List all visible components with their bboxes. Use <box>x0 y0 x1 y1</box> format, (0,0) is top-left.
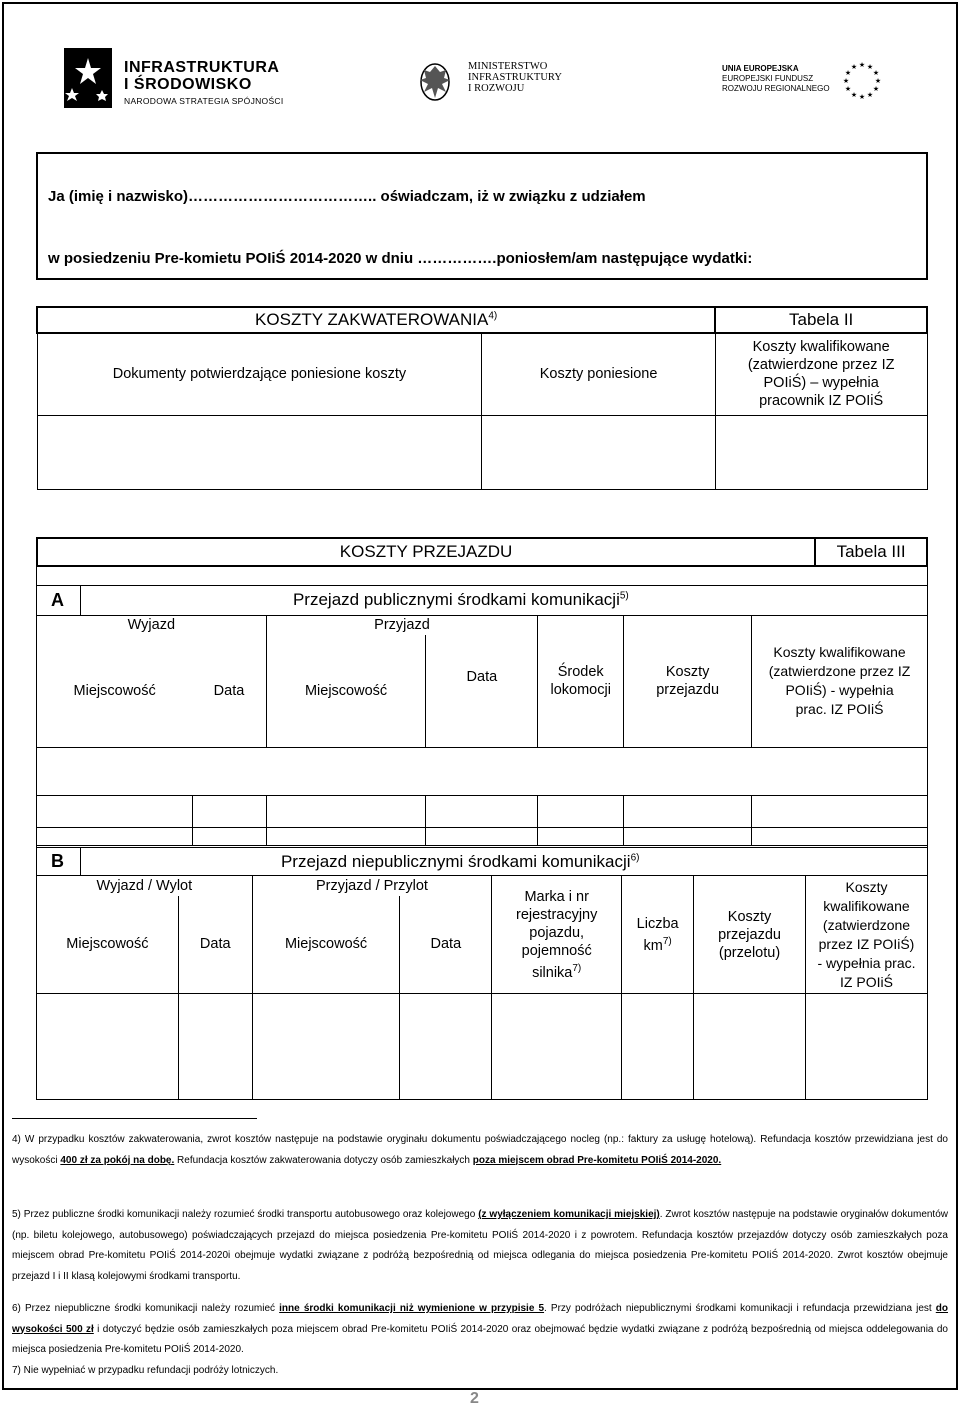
travel-cost-b-cell[interactable] <box>694 994 806 1100</box>
svg-text:★: ★ <box>850 64 858 71</box>
travel-table-header <box>36 537 928 567</box>
documents-header: Dokumenty potwierdzające poniesione koszty <box>37 333 482 415</box>
footnote-6: 6) Przez niepubliczne środki komunikacji należy rozumieć inne środki komunikacji niż wymienione w przypisie 5. Przy podróżach niepublicznymi środkami komunikacji i refundacja przewidziana jest do wysokości 500 zł i dotyczyć będzie osób zamieszkałych poza miejscem obrad Pre-komitetu POIiŚ 2014-2020 oraz obejmować będzie wydatki związane z podróżą bezpośrednią od miejsca oddelegowania do miejsca posiedzenia Pre-komitetu POIiŚ 2014-2020. <box>12 1303 948 1355</box>
travel-cost-b-header: Koszty przejazdu (przelotu) <box>694 876 806 994</box>
section-b-spacer <box>37 828 928 848</box>
date1-b-header: Data <box>178 896 252 994</box>
qualified-costs-header: Koszty kwalifikowane (zatwierdzone przez IZ POIiŚ) – wypełnia pracownik IZ POIiŚ <box>715 333 927 415</box>
footnote-6-definition: inne środki komunikacji niż wymienione w przypisie 5 <box>279 1303 545 1314</box>
date1-header: Data <box>192 635 266 747</box>
section-a-spacer <box>37 565 928 585</box>
infrastruktura-logo <box>58 42 308 114</box>
place1-b-header: Miejscowość <box>37 896 179 994</box>
departure-header: Wyjazd <box>37 615 267 635</box>
ministry-logo <box>410 58 610 104</box>
star-emblem-icon <box>58 42 118 114</box>
travel-cost-header: Koszty przejazdu <box>624 615 752 747</box>
infra-line2: I ŚRODOWISKO <box>124 76 252 93</box>
declaration-line2: w posiedzeniu Pre-komietu POIiŚ 2014-2020 w dniu …………….poniosłem/am następujące wydatki: <box>48 250 753 267</box>
footnote-4-scope: poza miejscem obrad Pre-komitetu POIiŚ 2014-2020. <box>472 1154 722 1166</box>
place2-b-cell[interactable] <box>252 994 400 1100</box>
ministry-line1: MINISTERSTWO <box>468 61 548 72</box>
documents-cell[interactable] <box>37 415 482 489</box>
footnote-separator <box>12 1118 257 1119</box>
place2-header: Miejscowość <box>266 635 426 747</box>
svg-text:★: ★ <box>874 78 882 85</box>
svg-text:★: ★ <box>844 86 852 93</box>
place1-header: Miejscowość <box>37 635 193 747</box>
qualified-costs-cell[interactable] <box>715 415 927 489</box>
departure-b-header: Wyjazd / Wylot <box>37 876 253 896</box>
eu-line1: UNIA EUROPEJSKA <box>722 64 799 73</box>
km-header: Liczba $km^{7)}$ <box>622 876 694 994</box>
public-transport-table <box>36 565 928 846</box>
footnote-5-exclusion: (z wyłączeniem komunikacji miejskiej) <box>478 1209 660 1220</box>
costs-incurred-header: Koszty poniesione <box>482 333 715 415</box>
eu-stars-icon <box>842 60 882 100</box>
svg-text:★: ★ <box>858 62 866 69</box>
svg-text:★: ★ <box>872 70 880 77</box>
date2-header: Data <box>426 635 538 747</box>
svg-text:★: ★ <box>858 94 866 100</box>
eagle-emblem-icon <box>410 58 460 104</box>
declaration-line1: Ja (imię i nazwisko)……………………………….. oświadczam, iż w związku z udziałem <box>48 188 646 205</box>
footnote-4-limit: 400 zł za pokój na dobę. <box>60 1154 175 1166</box>
footnote-4: 4) W przypadku kosztów zakwaterowania, zwrot kosztów następuje na podstawie oryginału dokumentu poświadczającego nocleg (np.: faktury za usługę hotelową). Refundacja kosztów przewidziana jest do wysokości 400 zł za pokój na dobę. Refundacja kosztów zakwaterowania dotyczy osób zamieszkałych poza miejscem obrad Pre-komitetu POIiŚ 2014-2020. <box>12 1134 948 1166</box>
table3-label: Tabela III <box>815 538 927 566</box>
svg-text:★: ★ <box>850 92 858 99</box>
qualified-cost-b-header: Koszty kwalifikowane (zatwierdzone przez IZ POIiŚ) - wypełnia prac. IZ POIiŚ <box>805 876 927 994</box>
svg-text:★: ★ <box>872 86 880 93</box>
table2-label: Tabela II <box>715 307 927 333</box>
ministry-line3: I ROZWOJU <box>468 83 525 94</box>
date2-b-header: Data <box>400 896 492 994</box>
vehicle-header: Marka i nr rejestracyjny pojazdu, pojemność silnika$^{7)}$ <box>492 876 622 994</box>
ministry-text <box>468 61 562 94</box>
footnote-5: 5) Przez publiczne środki komunikacji należy rozumieć środki transportu autobusowego oraz kolejowego (z wyłączeniem komunikacji miejskiej). Zwrot kosztów następuje na podstawie oryginałów dokumentów (np. biletu kolejowego, autobusowego) poświadczających przejazd do miejsca posiedzenia Pre-komitetu POIiŚ 2014-2020 i z powrotem. Refundacja kosztów przejazdów dotyczy osób zamieszkałych poza miejscem obrad Pre-komitetu POIiŚ 2014-2020i obejmuje wydatki związane z podróżą bezpośrednią od miejsca odlegania do miejsca posiedzenia Pre-komitetu POIiŚ 2014-2020. Zwrot kosztów obejmuje przejazd I i II klasą kolejowymi środkami transportu. <box>12 1209 948 1282</box>
arrival-b-header: Przyjazd / Przylot <box>252 876 492 896</box>
arrival-header: Przyjazd <box>266 615 538 635</box>
date2-b-cell[interactable] <box>400 994 492 1100</box>
travel-title: KOSZTY PRZEJAZDU <box>37 538 815 566</box>
eu-logo <box>722 60 902 102</box>
infra-line1: INFRASTRUKTURA <box>124 59 280 76</box>
section-a-title: Przejazd publicznymi środkami komunikacji$^{5)}$ <box>80 585 927 615</box>
km-cell[interactable] <box>622 994 694 1100</box>
section-b-title: Przejazd niepublicznymi środkami komunikacji$^{6)}$ <box>80 848 927 876</box>
place2-b-header: Miejscowość <box>252 896 400 994</box>
section-a-divider <box>37 747 928 795</box>
svg-text:★: ★ <box>842 78 850 85</box>
date1-b-cell[interactable] <box>178 994 252 1100</box>
footnote-7: 7) Nie wypełniać w przypadku refundacji podróży lotniczych. <box>12 1365 279 1376</box>
infra-line3: NARODOWA STRATEGIA SPÓJNOŚCI <box>124 96 284 106</box>
declaration-box <box>36 152 928 280</box>
costs-incurred-cell[interactable] <box>482 415 715 489</box>
vehicle-cell[interactable] <box>492 994 622 1100</box>
qualified-cost-a-header: Koszty kwalifikowane (zatwierdzone przez IZ POIiŚ) - wypełnia prac. IZ POIiŚ <box>752 615 928 747</box>
svg-text:★: ★ <box>866 92 874 99</box>
eu-line3: ROZWOJU REGIONALNEGO <box>722 84 830 93</box>
accommodation-table <box>36 306 928 490</box>
svg-text:★: ★ <box>844 70 852 77</box>
eu-text <box>722 64 830 94</box>
private-transport-table <box>36 827 928 1100</box>
qualified-cost-b-cell[interactable] <box>805 994 927 1100</box>
section-b-letter: B <box>37 848 81 876</box>
transport-means-header: Środek lokomocji <box>538 615 624 747</box>
svg-text:★: ★ <box>866 64 874 71</box>
section-a-letter: A <box>37 585 81 615</box>
place1-b-cell[interactable] <box>37 994 179 1100</box>
page-number: 2 <box>470 1390 479 1407</box>
accommodation-title: KOSZTY ZAKWATEROWANIA$^{4)}$ <box>37 307 715 333</box>
eu-line2: EUROPEJSKI FUNDUSZ <box>722 74 814 83</box>
footnote-6-limit: do wysokości 500 zł <box>12 1303 948 1335</box>
ministry-line2: INFRASTRUKTURY <box>468 72 562 83</box>
